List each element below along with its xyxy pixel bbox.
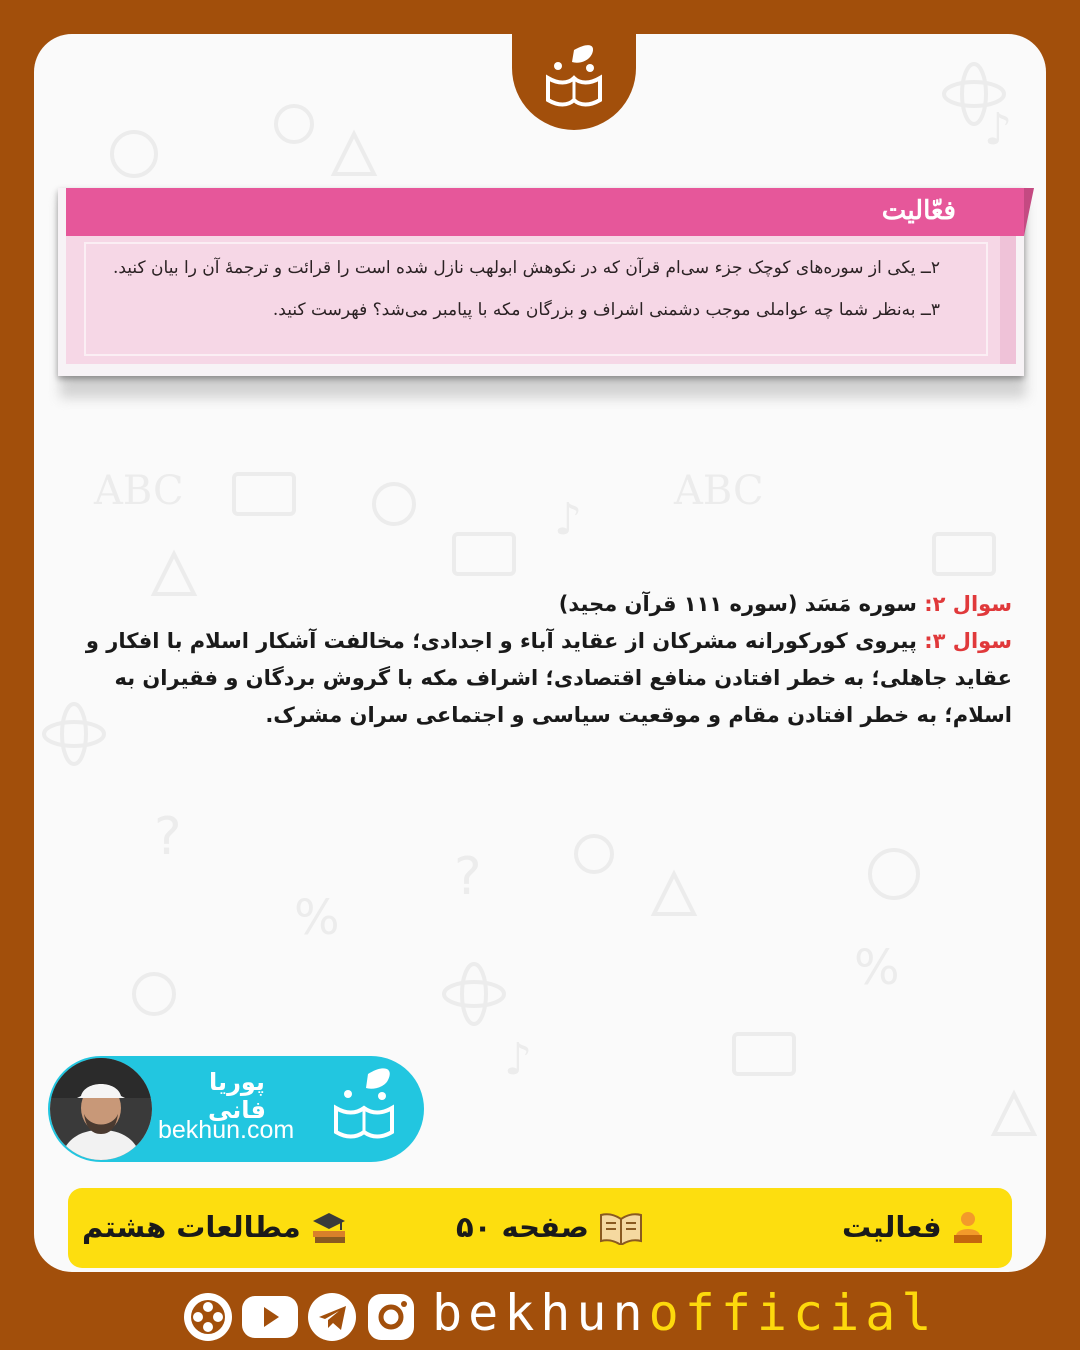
footer-brand-part1: bekhun <box>432 1284 649 1342</box>
youtube-icon[interactable] <box>242 1296 298 1338</box>
answers-block <box>68 586 1012 734</box>
activity-question-3: ۳ــ به‌نظر شما چه عواملی موجب دشمنی اشراف و بزرگان مکه با پیامبر می‌شد؟ فهرست کنید. <box>272 300 940 320</box>
svg-text:?: ? <box>154 807 182 867</box>
svg-text:ABC: ABC <box>674 468 764 514</box>
film-reel-icon[interactable] <box>184 1293 232 1341</box>
avatar <box>50 1058 152 1160</box>
svg-text:ABC: ABC <box>94 468 184 514</box>
author-site-link[interactable]: bekhun.com <box>158 1116 295 1144</box>
svg-text:♪: ♪ <box>554 494 583 545</box>
svg-text:♪: ♪ <box>504 1034 533 1085</box>
teacher-icon <box>950 1209 986 1245</box>
answer-text: سوره مَسَد (سوره ۱۱۱ قرآن مجید) <box>558 592 925 616</box>
activity-header-fold <box>1024 188 1034 236</box>
activity-question-2: ۲ــ یکی از سوره‌های کوچک جزء سی‌ام قرآن که در نکوهش ابولهب نازل شده است را قرائت و ترجمهٔ آن را بیان کنید. <box>112 258 940 278</box>
svg-text:%: % <box>854 940 900 996</box>
open-book-icon <box>597 1209 645 1245</box>
answer-3 <box>68 623 1012 734</box>
answer-label: سوال ۲: <box>924 592 1012 616</box>
answer-2 <box>68 586 1012 623</box>
activity-box <box>58 188 1024 376</box>
answer-label: سوال ۳: <box>924 629 1012 653</box>
social-icons <box>182 1290 418 1344</box>
bekhun-logo-icon <box>534 38 614 124</box>
info-subject <box>82 1204 349 1250</box>
activity-body <box>66 236 1016 364</box>
svg-text:?: ? <box>454 847 482 907</box>
info-page <box>456 1204 645 1250</box>
info-page-label: صفحه ۵۰ <box>456 1210 589 1244</box>
footer-brand-part2: official <box>648 1284 938 1342</box>
bekhun-logo-icon <box>322 1064 406 1154</box>
graduation-books-icon <box>309 1209 349 1245</box>
info-section <box>842 1204 986 1250</box>
activity-title: فعّالیت <box>881 196 956 226</box>
telegram-icon[interactable] <box>308 1293 356 1341</box>
author-name: پوریا فانی <box>207 1068 267 1124</box>
info-section-label: فعالیت <box>842 1210 942 1244</box>
footer-brand[interactable] <box>432 1284 937 1342</box>
activity-header <box>66 188 1024 236</box>
svg-text:%: % <box>294 890 340 946</box>
info-subject-label: مطالعات هشتم <box>82 1210 301 1244</box>
instagram-icon[interactable] <box>368 1294 414 1340</box>
answer-text: پیروی کورکورانه مشرکان از عقاید آباء و اجدادی؛ مخالفت آشکار اسلام با افکار و عقاید جاهلی؛ به خطر افتادن منافع اقتصادی؛ اشراف مکه با گروش بردگان و فقیران به اسلام؛ به خطر افتادن مقام و موقعیت سیاسی و اجتماعی سران مشرک. <box>85 629 1012 727</box>
avatar-photo-icon <box>50 1058 152 1160</box>
svg-text:♪: ♪ <box>984 104 1013 155</box>
